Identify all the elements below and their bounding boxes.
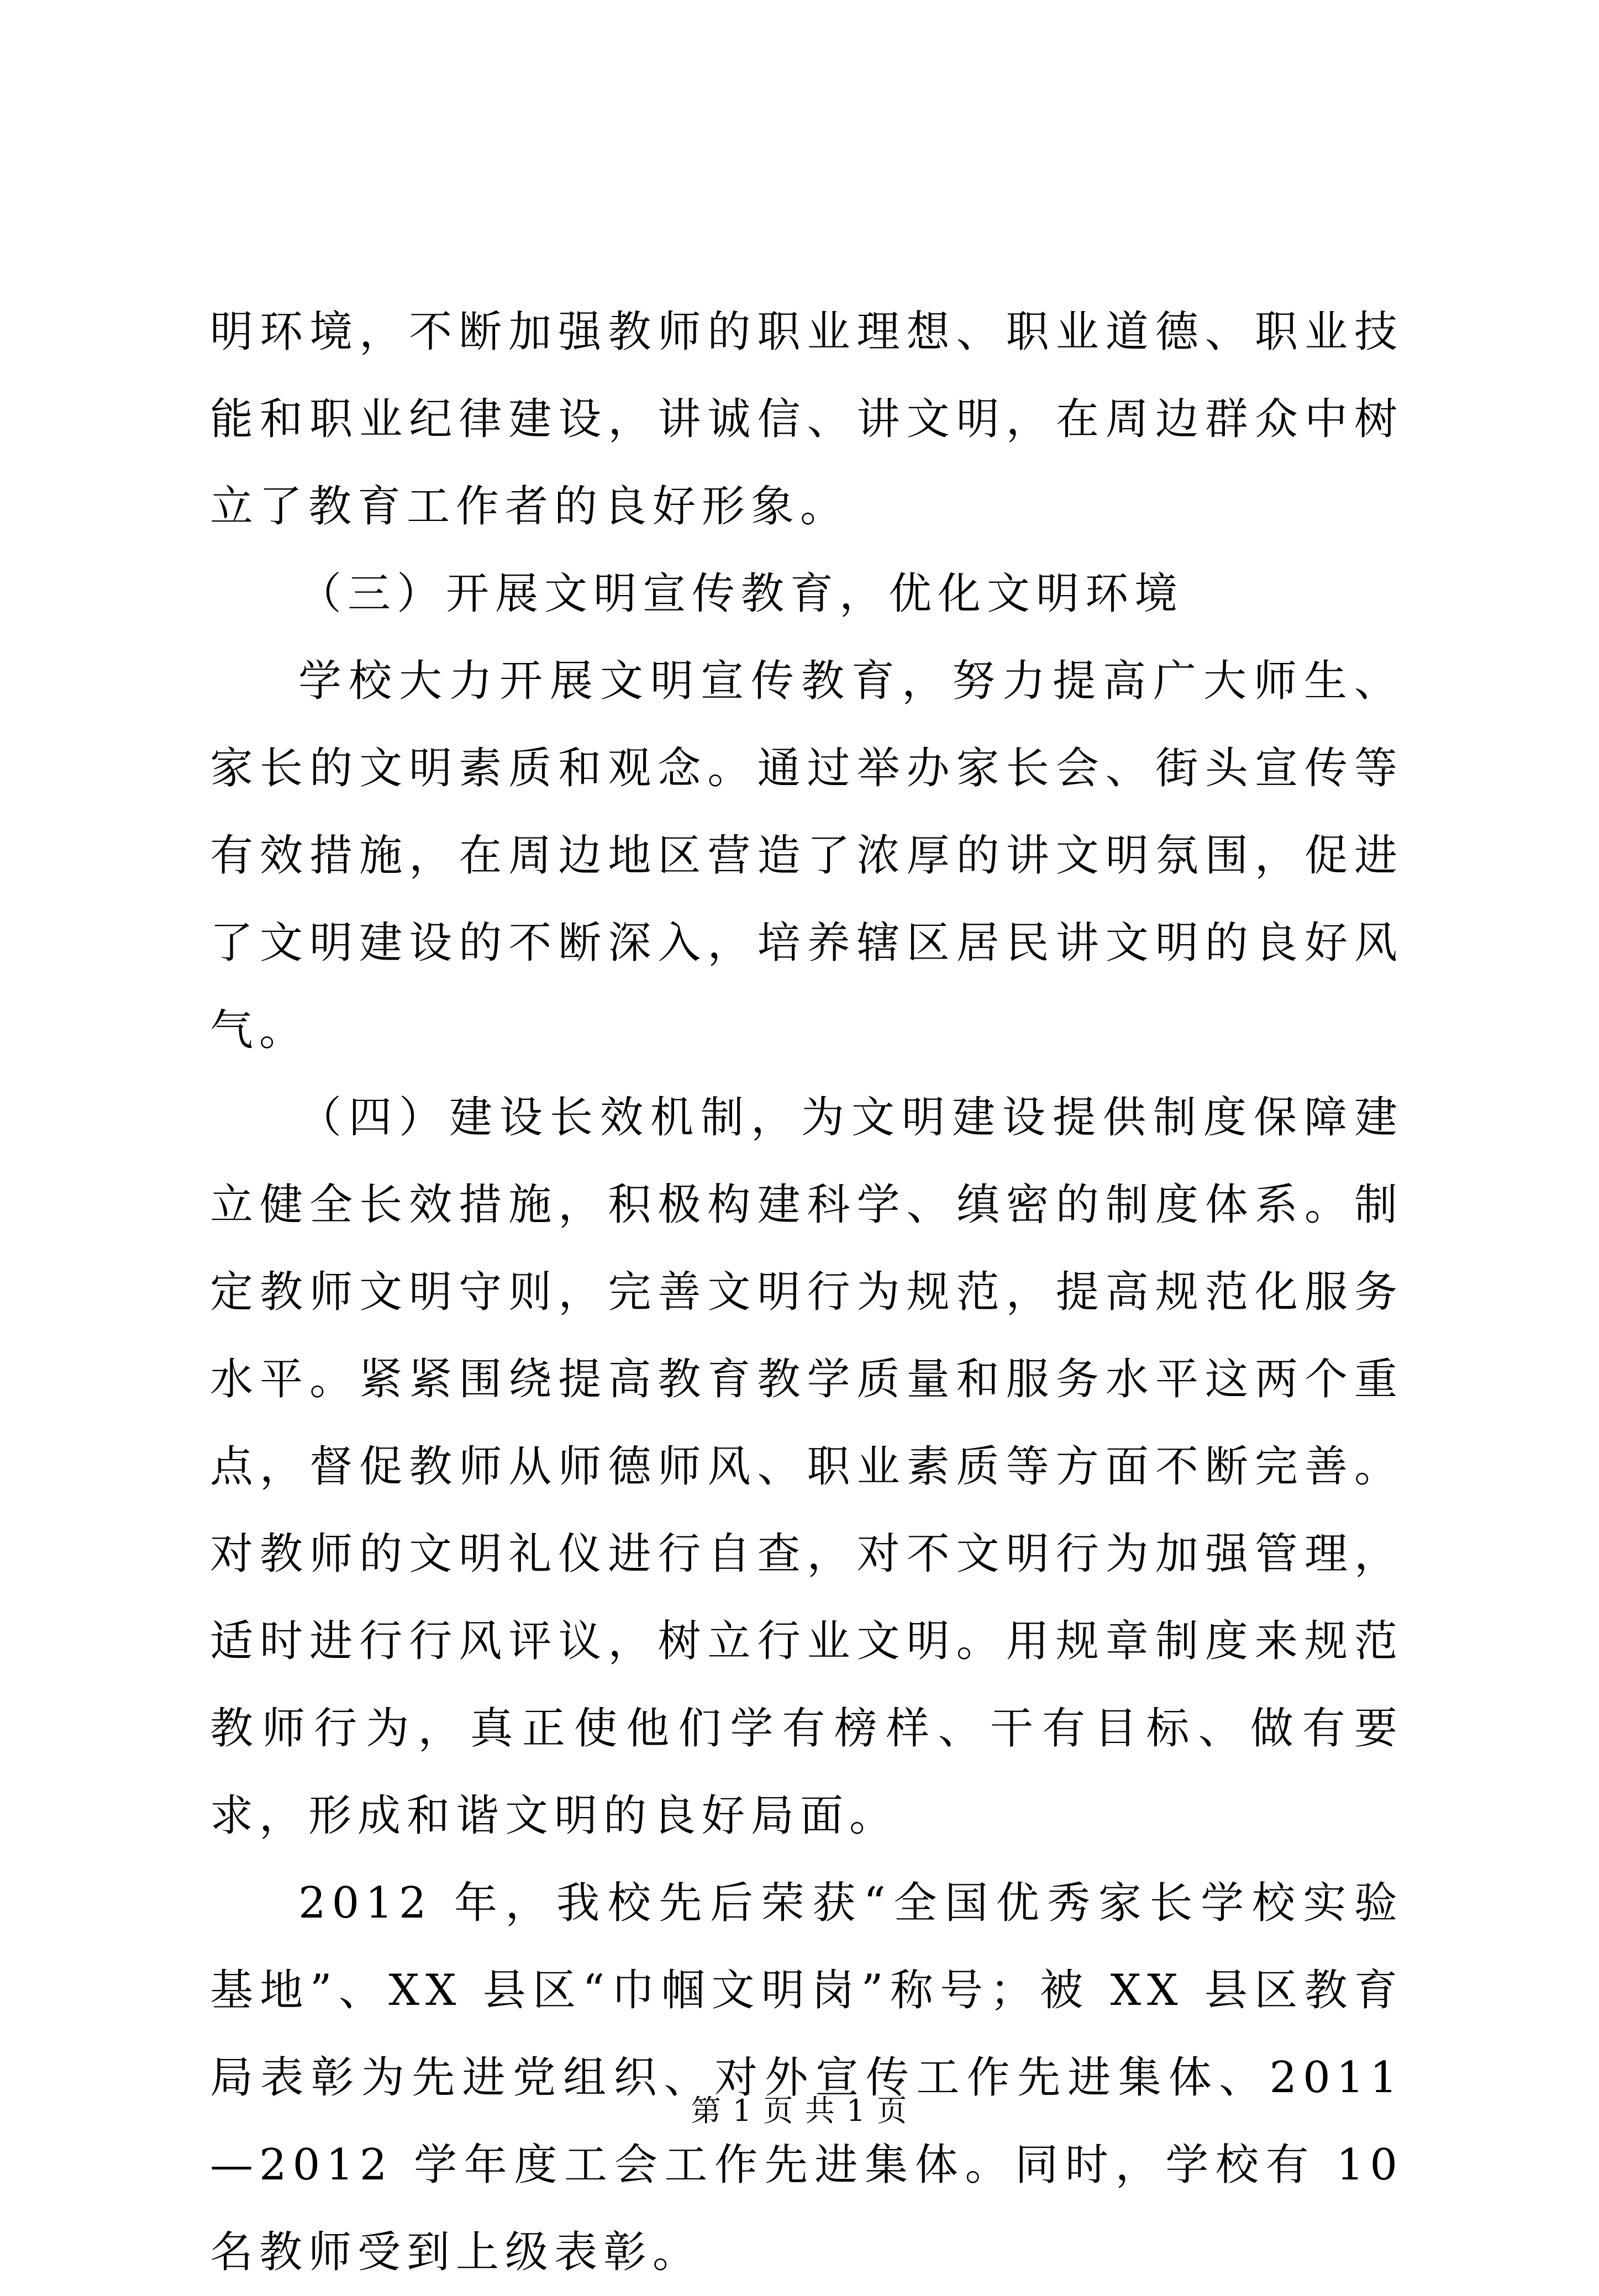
- section-heading-three: （三）开展文明宣传教育，优化文明环境: [298, 569, 1184, 619]
- paragraph-long-term-mechanism: （四）建设长效机制，为文明建设提供制度保障建立健全长效措施，积极构建科学、缜密的制度体系。制定教师文明守则，完善文明行为规范，提高规范化服务水平。紧紧围绕提高教育教学质量和服务水平这两个重点，督促教师从师德师风、职业素质等方面不断完善。对教师的文明礼仪进行自查，对不文明行为加强管理，适时进行行风评议，树立行业文明。用规章制度来规范教师行为，真正使他们学有榜样、干有目标、做有要求，形成和谐文明的良好局面。: [210, 1093, 1403, 1841]
- page-number-footer: 第 1 页 共 1 页: [691, 2093, 908, 2128]
- paragraph-honors-2012: 2012 年，我校先后荣获“全国优秀家长学校实验基地”、XX 县区“巾帼文明岗”称号；被 XX 县区教育局表彰为先进党组织、对外宣传工作先进集体、2011—2012 学年度工会工作先进集体。同时，学校有 10 名教师受到上级表彰。: [210, 1878, 1403, 2277]
- paragraph-continuation: 明环境，不断加强教师的职业理想、职业道德、职业技能和职业纪律建设，讲诚信、讲文明，在周边群众中树立了教育工作者的良好形象。: [210, 307, 1403, 531]
- document-body: [210, 288, 1403, 2296]
- paragraph-publicity-education: 学校大力开展文明宣传教育，努力提高广大师生、家长的文明素质和观念。通过举办家长会、街头宣传等有效措施，在周边地区营造了浓厚的讲文明氛围，促进了文明建设的不断深入，培养辖区居民讲文明的良好风气。: [210, 656, 1403, 1055]
